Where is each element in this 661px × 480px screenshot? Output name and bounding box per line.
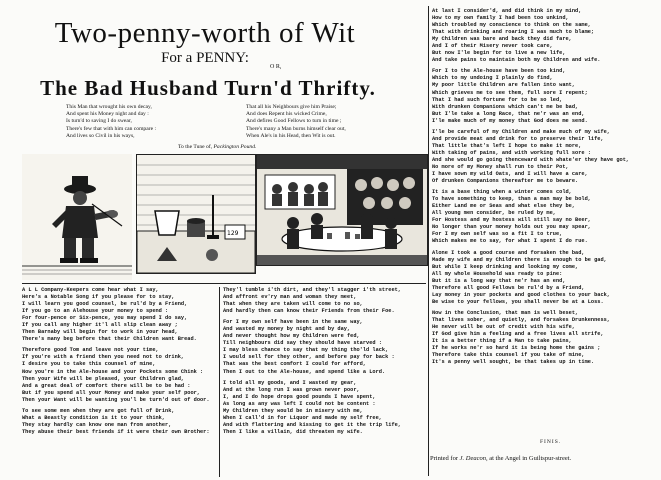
tavern-illustration bbox=[257, 155, 427, 265]
ballad-line: No longer than your money holds out you may spear, bbox=[432, 224, 591, 231]
title-line-2: For a PENNY: bbox=[161, 50, 249, 66]
title-or: O R, bbox=[270, 64, 282, 70]
ballad-line: Then Barnaby will begin for to work in your head, bbox=[22, 329, 178, 336]
ballad-line: And she would go going thenceward with whate'er they have got, bbox=[432, 156, 630, 163]
intro-verse-line: And does Repent his wicked Crime, bbox=[246, 111, 327, 118]
ballad-line: Then your Wife will be pleased, your Children glad, bbox=[22, 375, 185, 382]
woodcut-fiddler bbox=[22, 154, 132, 280]
ballad-line: There's many beg before that their Children want Bread. bbox=[22, 336, 197, 343]
ballad-line: With taking of pains, and with working full sore : bbox=[432, 149, 591, 156]
ballad-column-2 bbox=[223, 287, 425, 477]
ballad-line: Here's a Notable Song if you please for to stay, bbox=[22, 294, 175, 301]
intro-verse-line: Is turn'd to saving I do swear, bbox=[66, 118, 132, 125]
ballad-line: No more of my Money shall run to their Pot, bbox=[432, 163, 569, 170]
ballad-line: And affront ev'ry man and woman they meet, bbox=[223, 294, 357, 301]
intro-verse-right bbox=[246, 104, 346, 140]
ballad-line: That lives sober, and quietly, and forsakes Drunkenness, bbox=[432, 316, 611, 323]
ballad-line: Now in the Conclusion, that man is well beset, bbox=[432, 309, 579, 316]
ballad-column-1 bbox=[22, 287, 216, 477]
ballad-column-3 bbox=[432, 8, 656, 438]
finis-mark: FINIS. bbox=[540, 439, 562, 445]
ballad-line: Which makes me to say, for what I spent I do rue. bbox=[432, 238, 588, 245]
ballad-line: If God give him a feeling and a free lives all strife, bbox=[432, 331, 604, 338]
box-mark: 129 bbox=[227, 230, 239, 237]
ballad-line: That I had such fortune for to be so led, bbox=[432, 96, 563, 103]
ballad-line: I would sell for they other, and before pay for back : bbox=[223, 354, 395, 361]
ballad-line: Now you're in the Ale-house and your Pockets some Chink : bbox=[22, 368, 204, 375]
printer-imprint bbox=[430, 455, 571, 462]
ballad-line: My poor little Children are fallen into want, bbox=[432, 82, 576, 89]
ballad-line: All young men consider, be ruled by me, bbox=[432, 210, 556, 217]
printer-name: J. Deacon, bbox=[459, 455, 488, 462]
ballad-line: Either Land me or Seas and what else they be, bbox=[432, 203, 576, 210]
ballad-line: Of drunken Companions thereafter me to beware. bbox=[432, 178, 579, 185]
title-line-3: The Bad Husband Turn'd Thrifty. bbox=[40, 76, 376, 100]
ballad-line: Which grieves me to see them, full sore I repent; bbox=[432, 89, 588, 96]
ballad-line: To have something to keep, than a man may be bold, bbox=[432, 196, 591, 203]
intro-verse-line: There's many a Man burns himself clear out, bbox=[246, 125, 346, 132]
ballad-line: They'l tumble i'th dirt, and they'l stagger i'th street, bbox=[223, 287, 402, 293]
printer-suffix: at the Angel in Guiltspur-street. bbox=[489, 455, 572, 462]
ballad-line: And take pains to maintain both my Children and wife. bbox=[432, 57, 601, 64]
tune-line bbox=[178, 144, 256, 150]
intro-verse-line: And spent his Money night and day : bbox=[66, 111, 149, 118]
ballad-line: That was the best comfort I could for afford, bbox=[223, 361, 367, 368]
ballad-line: To see some men when they are got full of Drink, bbox=[22, 407, 175, 414]
ballad-line: My Children they would be in misery with me, bbox=[223, 407, 363, 414]
ballad-line: For four-pence or Six-pence, you may spend I do say, bbox=[22, 315, 188, 322]
ballad-line: That when they are taken will come to no so, bbox=[223, 301, 363, 308]
ballad-line: It's a penny well sought, be that takes up in time. bbox=[432, 359, 595, 366]
ballad-line: And a great deal of comfort there will be to be had : bbox=[22, 382, 191, 389]
ballad-line: But while I keep drinking and looking my come, bbox=[432, 263, 579, 270]
ballad-line: I may bless chance to say that my thing tho'ld lack, bbox=[223, 347, 389, 354]
ballad-line: I'le be careful of my Children and make much of my wife, bbox=[432, 128, 611, 135]
tune-name: Packington Pound. bbox=[213, 144, 257, 150]
ballad-line: Which troubled my conscience to think on the same, bbox=[432, 22, 591, 29]
ballad-line: I will learn you good counsel, be rul'd by a Friend, bbox=[22, 301, 188, 308]
ballad-line: Lay money in your pockets and good clothes to your back, bbox=[432, 291, 611, 298]
ballad-line: But now I'le begin for to live a new life, bbox=[432, 50, 566, 57]
ballad-line: I, and I do hope drops good pounds I have spent, bbox=[223, 393, 376, 400]
ballad-line: Then I out to the Ale-house, and spend like a Lord. bbox=[223, 368, 386, 375]
ballad-line: For I my own self have been in the same way, bbox=[223, 319, 363, 326]
ballad-line: All my whole Household was ready to pine: bbox=[432, 270, 563, 277]
column-rule bbox=[22, 283, 426, 284]
ballad-line: They abuse their best friends if it were their own Brother: bbox=[22, 428, 210, 435]
ballad-line: My Children was bare and back they did fare, bbox=[432, 36, 572, 43]
ballad-line: And never thought how my Children were fed, bbox=[223, 333, 360, 340]
ballad-line: If you call any higher it'l all slip clean away ; bbox=[22, 322, 178, 329]
ballad-line: I told all my goods, and I wasted my gear, bbox=[223, 379, 357, 386]
ballad-line: But if you spend all your Money and make your self poor, bbox=[22, 389, 201, 396]
ballad-line: And hardly then can know their Friends from their Foe. bbox=[223, 308, 395, 315]
ballad-line: For Hostess and my hostess will still say no Beer, bbox=[432, 217, 591, 224]
ballad-line: And provide meat and drink for to preserve their life, bbox=[432, 135, 604, 142]
intro-verse-line: When Ale's in his Head, then Wit is out. bbox=[246, 132, 336, 139]
ballad-line: But it is a long way that ne'r has an end, bbox=[432, 277, 566, 284]
ballad-line: I desire you to take this counsel of mine, bbox=[22, 361, 156, 368]
ballad-line: Then I like a villain, did threaten my wife. bbox=[223, 428, 363, 435]
ballad-line: With drunken Companions which can't me be bad, bbox=[432, 103, 579, 110]
woodcut-tavern bbox=[256, 154, 428, 266]
woodcut-still-life bbox=[136, 154, 256, 274]
ballad-line: When I call'd in for Liquor and made my self free, bbox=[223, 414, 382, 421]
ballad-line: It is a base thing when a winter comes cold, bbox=[432, 189, 572, 196]
ballad-line: How to my own family I had been too unkind, bbox=[432, 15, 569, 22]
fiddler-illustration bbox=[22, 154, 132, 280]
intro-verse-line: This Man that wrought his own decay, bbox=[66, 104, 152, 110]
ballad-line: At last I consider'd, and did think in my mind, bbox=[432, 8, 582, 14]
ballad-line: And wasted my money by night and by day, bbox=[223, 326, 351, 333]
ballad-line: Which to my undoing I plainly do find, bbox=[432, 75, 553, 82]
ballad-line: That with drinking and roaring I was much to blame; bbox=[432, 29, 595, 36]
ballad-line: Be wise to your fellows, you shall never be at a Loss. bbox=[432, 298, 604, 305]
column-divider bbox=[219, 287, 220, 477]
intro-verse-line: And lives so Civil in his ways, bbox=[66, 132, 135, 139]
ballad-line: A L L Company-Keepers come hear what I say, bbox=[22, 287, 159, 293]
still-life-illustration bbox=[137, 155, 255, 273]
intro-verse-line: And defires Good Fellows to turn in time ; bbox=[246, 118, 342, 125]
intro-verse-line: That all his Neighbours give him Praise; bbox=[246, 104, 337, 110]
ballad-line: He never will be out of credit with his wife, bbox=[432, 323, 576, 330]
intro-verse-line: There's few that with him can compare : bbox=[66, 125, 157, 132]
ballad-line: If you're with a friend then you need not to drink, bbox=[22, 354, 185, 361]
ballad-line: Till neighbours did say they should have starved : bbox=[223, 340, 382, 347]
ballad-line: As long as any was left I could not be content : bbox=[223, 400, 376, 407]
ballad-line: For I to the Ale-house have been too kind, bbox=[432, 68, 566, 75]
ballad-line: And with flattering and kissing to get it the trip life, bbox=[223, 421, 402, 428]
ballad-line: Therefore take this counsel if you take of mine, bbox=[432, 352, 585, 359]
ballad-line: What a Beastly condition is it to your think, bbox=[22, 414, 166, 421]
ballad-line: They stay hardly can know one man from another, bbox=[22, 421, 172, 428]
ballad-line: Alone I took a good course and forsaken the bad, bbox=[432, 249, 585, 256]
ballad-line: Therefore all good Fellows be rul'd by a Friend, bbox=[432, 284, 585, 291]
ballad-line: Then your Want will be wanting you'l be turn'd out of door. bbox=[22, 396, 210, 403]
ballad-line: And at the long run I was grown never poor, bbox=[223, 386, 360, 393]
intro-verse-left bbox=[66, 104, 156, 140]
ballad-line: But I'le take a long Race, that ne'r was an end, bbox=[432, 110, 585, 117]
ballad-line: Made my wife and my Children there is enough to be gad, bbox=[432, 256, 607, 263]
ballad-line: If you go to an Alehouse your money to spend : bbox=[22, 308, 169, 315]
ballad-line: That little that's left I hope to make it more, bbox=[432, 142, 582, 149]
printer-prefix: Printed for bbox=[430, 455, 458, 462]
title-line-1: Two-penny-worth of Wit bbox=[54, 17, 356, 49]
ballad-line: If he works ne'r so hard it is being home the gains ; bbox=[432, 345, 601, 352]
tune-prefix: To the Tune of, bbox=[178, 144, 213, 150]
ballad-line: And I of their Misery never took care, bbox=[432, 43, 553, 50]
column-divider bbox=[428, 6, 429, 476]
ballad-line: It is a better thing if a Man to take pains, bbox=[432, 338, 572, 345]
ballad-line: I'le make much of my money that God does me send. bbox=[432, 117, 588, 124]
ballad-line: I have sown my wild Oats, and I will have a care, bbox=[432, 171, 588, 178]
ballad-line: For I my own self was so a fit I to true, bbox=[432, 231, 563, 238]
ballad-line: Therefore good Tom and leave not your time, bbox=[22, 347, 159, 354]
